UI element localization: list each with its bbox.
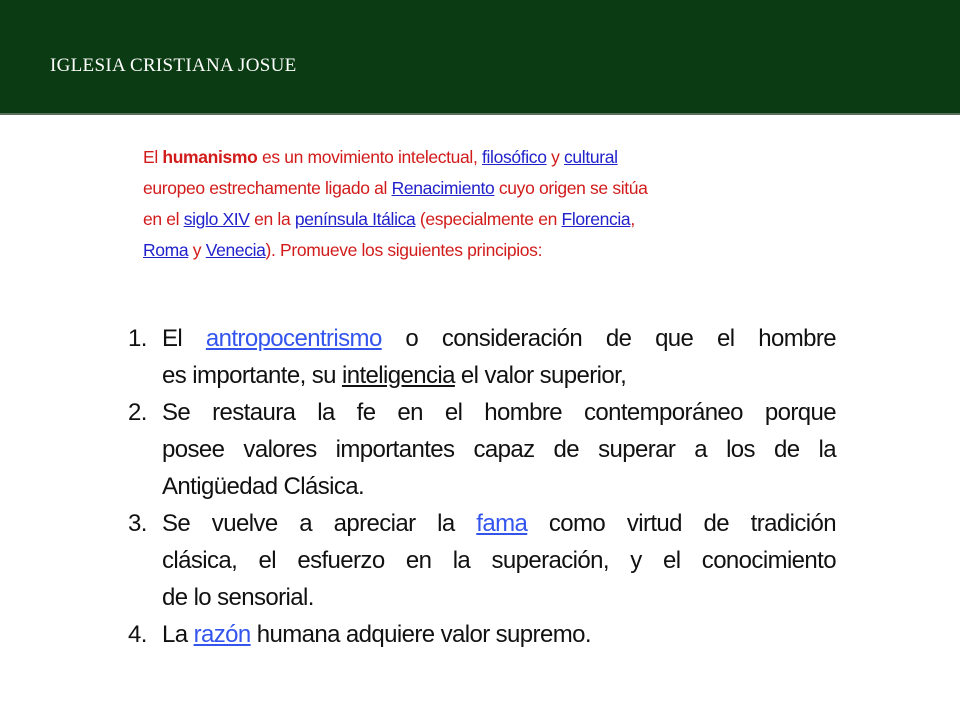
list-number: 2.	[128, 399, 147, 426]
intro-text: es un movimiento intelectual,	[257, 147, 482, 167]
list-number: 1.	[128, 325, 147, 352]
link-florencia[interactable]: Florencia	[561, 209, 631, 229]
header-bar	[0, 0, 960, 115]
intro-line-4	[143, 235, 803, 266]
inteligencia-term: inteligencia	[341, 362, 455, 389]
list-number: 3.	[128, 510, 147, 537]
link-cultural[interactable]: cultural	[564, 147, 618, 167]
list-line: de lo sensorial.	[162, 584, 314, 611]
list-line	[162, 357, 836, 394]
link-peninsula-italica[interactable]: península Itálica	[294, 209, 416, 229]
list-line	[162, 505, 836, 542]
list-line: posee valores importantes capaz de superar a los de la	[162, 436, 836, 463]
list-line	[162, 320, 836, 357]
intro-text: y	[546, 147, 565, 167]
intro-line-1	[143, 142, 803, 173]
principles-list	[112, 320, 836, 653]
humanismo-term: humanismo	[162, 147, 258, 167]
intro-text: europeo estrechamente ligado al	[143, 178, 392, 198]
list-text: Se vuelve a apreciar la	[162, 510, 477, 537]
link-venecia[interactable]: Venecia	[205, 240, 266, 260]
link-antropocentrismo[interactable]: antropocentrismo	[205, 325, 382, 352]
list-line: clásica, el esfuerzo en la superación, y el conocimiento	[162, 547, 836, 574]
intro-line-3	[143, 204, 803, 235]
list-line	[162, 616, 836, 653]
intro-text: El	[143, 147, 163, 167]
list-item	[112, 616, 836, 653]
intro-text: cuyo origen se sitúa	[494, 178, 648, 198]
intro-text: ). Promueve los siguientes principios:	[265, 240, 543, 260]
list-item	[112, 394, 836, 505]
link-filosofico[interactable]: filosófico	[481, 147, 547, 167]
intro-text: ,	[630, 209, 635, 229]
intro-text: en el	[143, 209, 184, 229]
link-renacimiento[interactable]: Renacimiento	[391, 178, 495, 198]
link-razon[interactable]: razón	[193, 621, 251, 648]
link-fama[interactable]: fama	[476, 510, 528, 537]
list-text: es importante, su	[162, 362, 342, 389]
list-text: La	[162, 621, 194, 648]
intro-paragraph	[143, 142, 803, 266]
list-line: Se restaura la fe en el hombre contemporáneo porque	[162, 399, 836, 426]
intro-text: (especialmente en	[415, 209, 562, 229]
list-text: como virtud de tradición	[527, 510, 836, 537]
list-number: 4.	[128, 621, 147, 648]
list-item	[112, 320, 836, 394]
link-siglo-xiv[interactable]: siglo XIV	[183, 209, 250, 229]
list-item	[112, 505, 836, 616]
list-text: o consideración de que el hombre	[381, 325, 836, 352]
header-title: IGLESIA CRISTIANA JOSUE	[50, 55, 297, 76]
list-text: el valor superior,	[454, 362, 627, 389]
list-line: Antigüedad Clásica.	[162, 473, 365, 500]
intro-text: en la	[249, 209, 295, 229]
intro-text: y	[188, 240, 206, 260]
list-text: humana adquiere valor supremo.	[250, 621, 591, 648]
list-text: El	[162, 325, 206, 352]
intro-line-2	[143, 173, 803, 204]
link-roma[interactable]: Roma	[143, 240, 189, 260]
